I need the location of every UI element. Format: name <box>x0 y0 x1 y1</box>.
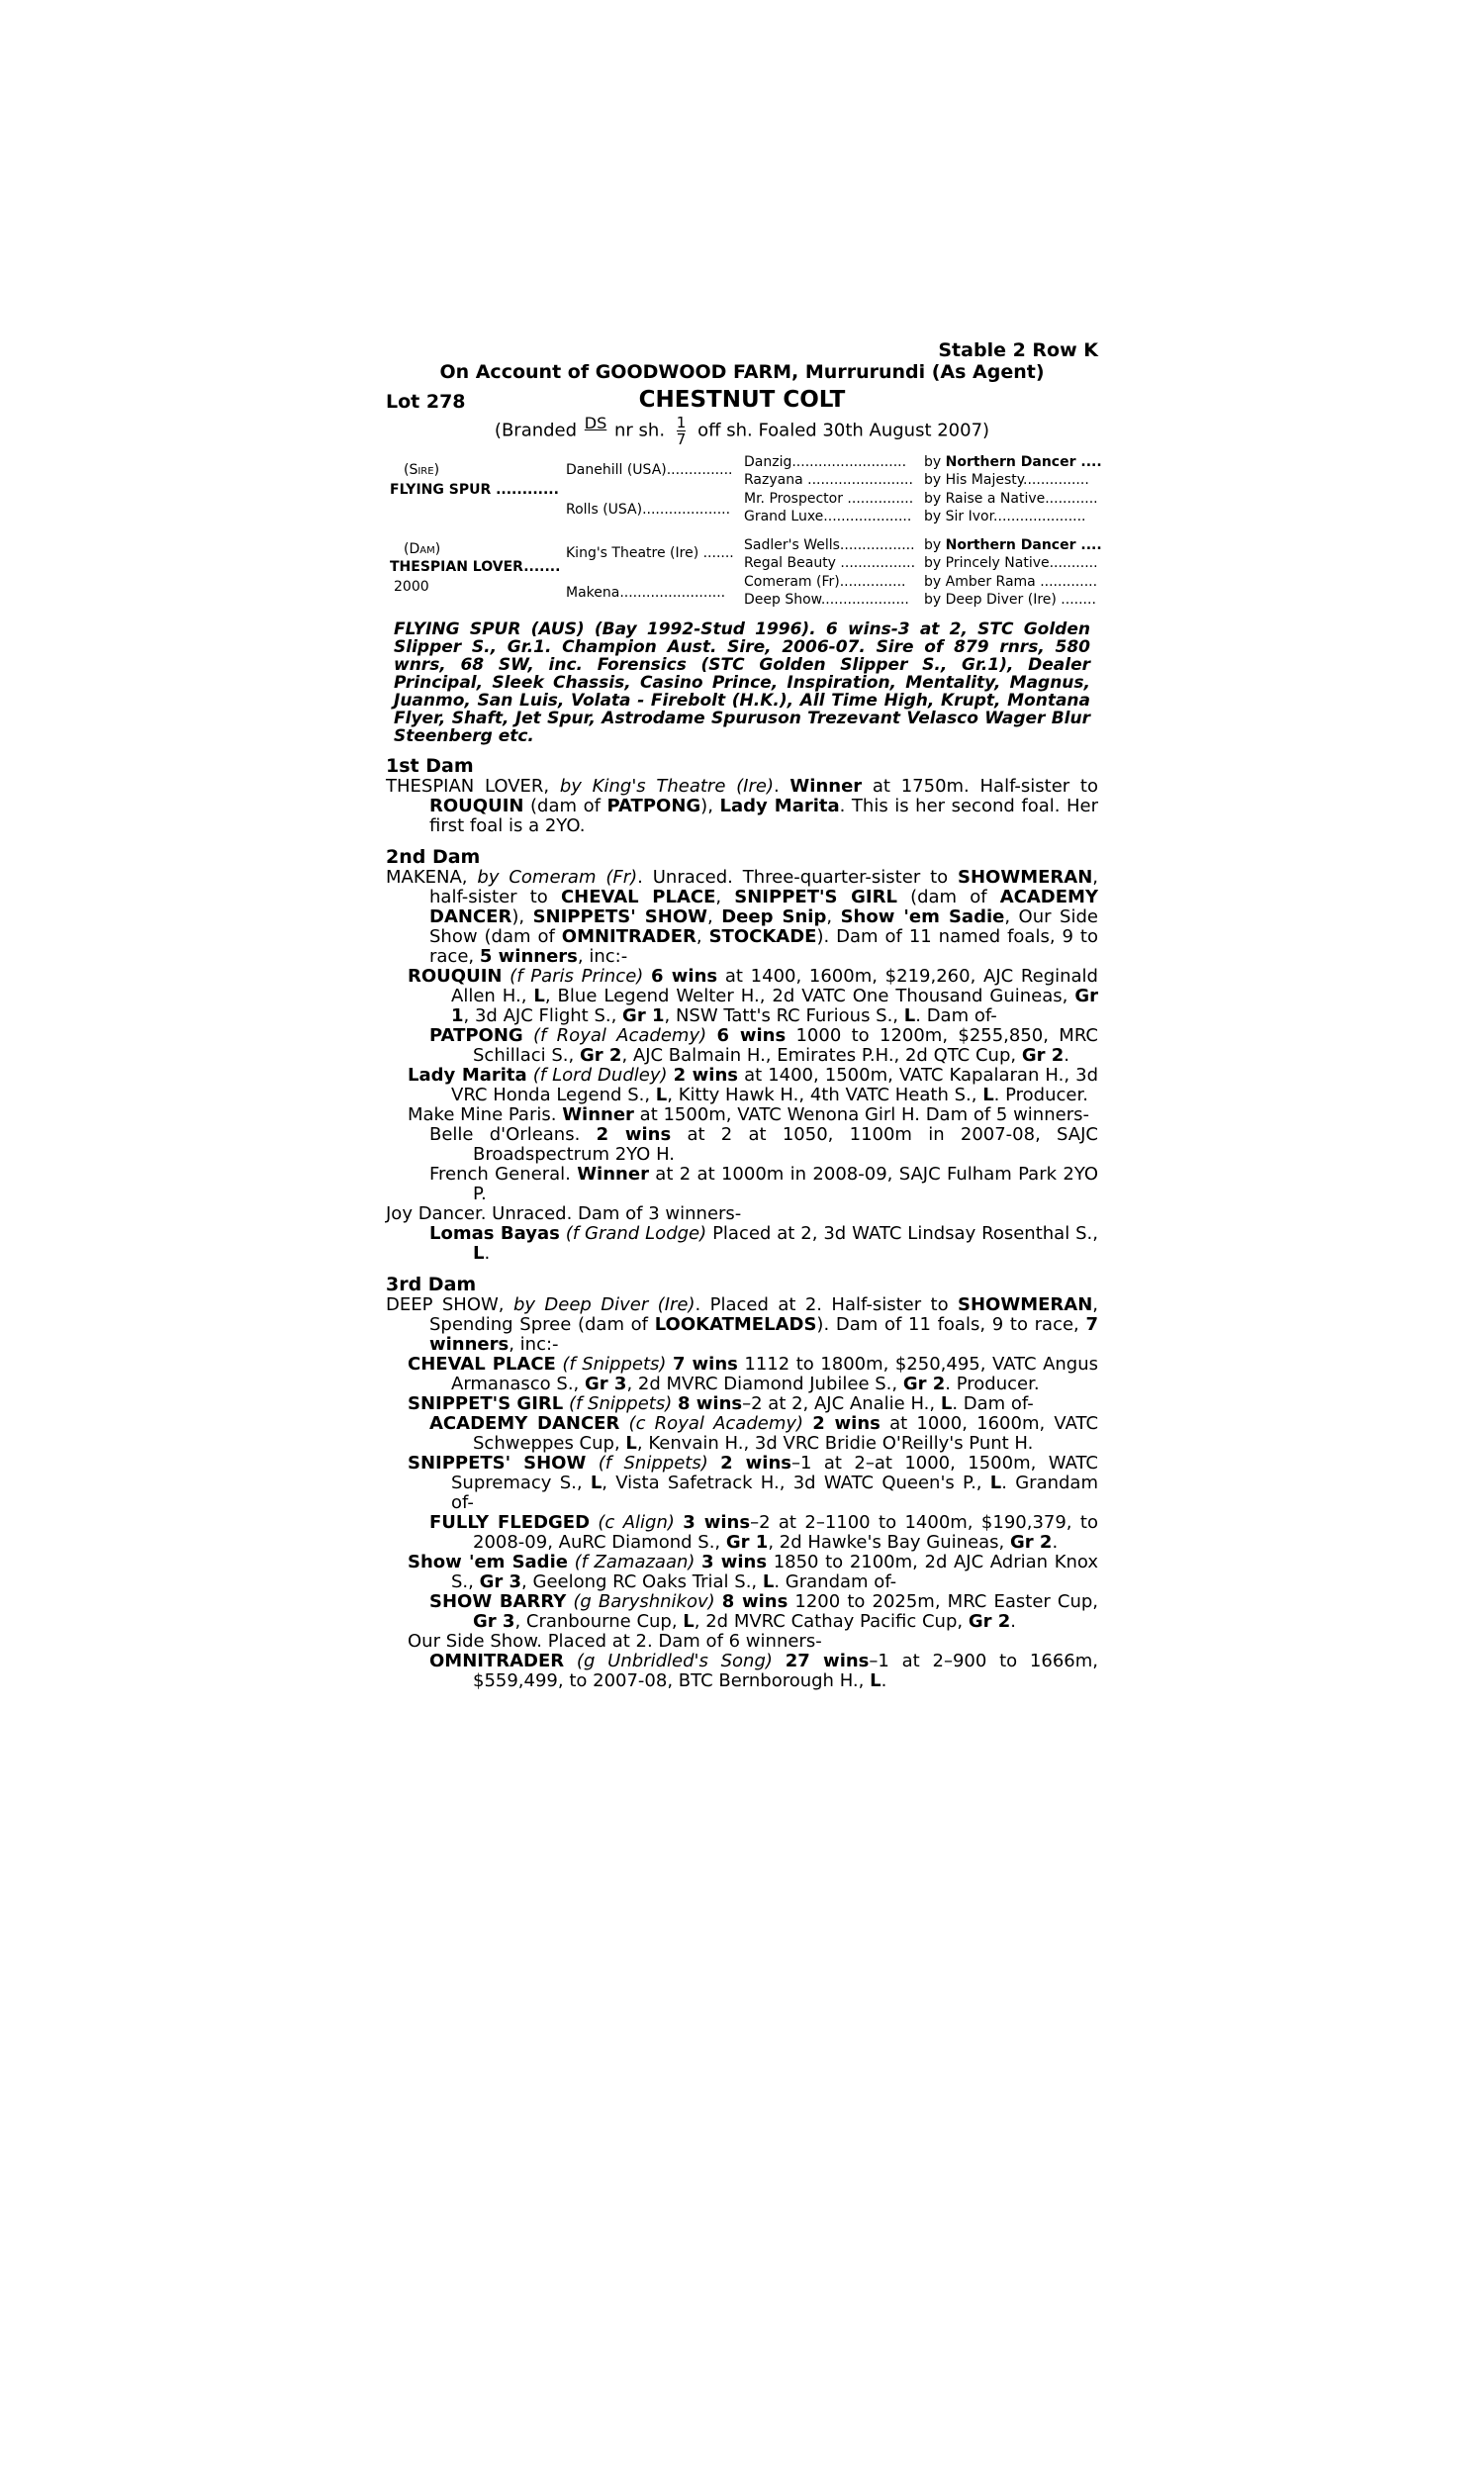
text-run: 1000 to 1200m, $255,850, MRC Schillaci S., <box>473 1025 1098 1066</box>
pedigree-entry <box>386 967 1098 1026</box>
text-run: STOCKADE <box>708 926 817 947</box>
pedigree-g4: by Deep Diver (Ire) ........ <box>924 592 1096 608</box>
text-run: by King's Theatre (Ire) <box>559 776 774 797</box>
text-run: 2 wins <box>596 1124 672 1145</box>
dam-label: (Dam) <box>404 541 441 557</box>
text-run: , Our Side Show (dam of <box>429 906 1098 947</box>
text-run: . Dam of- <box>915 1005 997 1026</box>
text-run: L <box>533 986 545 1006</box>
text-run: L <box>982 1085 994 1105</box>
text-run: Deep Snip <box>721 906 827 927</box>
text-run: by Deep Diver (Ire) <box>512 1294 696 1315</box>
text-run: ). Dam of 11 named foals, 9 to race, <box>429 926 1098 967</box>
text-run: , half-sister to <box>429 867 1098 907</box>
text-run: ROUQUIN <box>429 796 524 816</box>
third-dam-entries <box>386 1355 1098 1691</box>
brand-fraction-bottom: 7 <box>676 430 687 448</box>
text-run: (c Royal Academy) <box>619 1413 813 1434</box>
text-run: , 2d MVRC Cathay Pacific Cup, <box>694 1611 969 1632</box>
text-run: . Unraced. Three-quarter-sister to <box>637 867 959 888</box>
stable-location: Stable 2 Row K <box>938 339 1098 361</box>
pedigree-g3: Danzig.......................... <box>744 454 907 470</box>
text-run: (f Lord Dudley) <box>526 1065 674 1086</box>
text-run: (f Grand Lodge) <box>559 1223 713 1244</box>
text-run: . <box>773 776 790 797</box>
text-run: L <box>473 1243 485 1264</box>
text-run: THESPIAN LOVER, <box>386 776 560 797</box>
text-run: ). Dam of 11 foals, 9 to race, <box>816 1314 1086 1335</box>
text-run: –1 at 2–at 1000, 1500m, WATC Supremacy S., <box>451 1453 1098 1493</box>
text-run: SNIPPET'S GIRL <box>734 887 897 907</box>
text-run: MAKENA, <box>386 867 478 888</box>
text-run: ), <box>700 796 720 816</box>
pedigree-g3: Comeram (Fr)............... <box>744 574 906 590</box>
text-run: ACADEMY DANCER <box>429 887 1098 927</box>
pedigree-entry <box>386 1125 1098 1165</box>
second-dam-intro <box>386 868 1098 967</box>
text-run: 7 winners <box>429 1314 1098 1355</box>
text-run: (f Snippets) <box>563 1393 678 1414</box>
text-run: . Grandam of- <box>774 1571 897 1592</box>
text-run: Make Mine Paris. <box>408 1104 563 1125</box>
text-run: , Geelong RC Oaks Trial S., <box>521 1571 763 1592</box>
text-run: , Kitty Hawk H., 4th VATC Heath S., <box>667 1085 983 1105</box>
text-run: Lomas Bayas <box>429 1223 560 1244</box>
text-run: L <box>590 1473 603 1493</box>
second-dam-heading: 2nd Dam <box>386 846 481 868</box>
pedigree-g2: Makena........................ <box>566 585 726 601</box>
text-run: Gr 3 <box>479 1571 522 1592</box>
text-run: L <box>903 1005 916 1026</box>
text-run: L <box>683 1611 695 1632</box>
text-run: L <box>870 1670 881 1691</box>
text-run: (c Align) <box>590 1512 684 1533</box>
text-run: ), <box>511 906 533 927</box>
text-run: ROUQUIN <box>408 966 503 987</box>
pedigree-entry <box>386 1355 1098 1394</box>
text-run: at 1000, 1600m, VATC Schweppes Cup, <box>473 1413 1099 1454</box>
pedigree-entry <box>386 1652 1098 1691</box>
text-run: SHOWMERAN <box>958 1294 1093 1315</box>
text-run: 1850 to 2100m, 2d AJC Adrian Knox S., <box>451 1552 1099 1592</box>
text-run: OMNITRADER <box>429 1651 565 1671</box>
text-run: 6 wins <box>651 966 718 987</box>
text-run: Gr 2 <box>579 1045 622 1066</box>
pedigree-g4: by Amber Rama ............. <box>924 574 1098 590</box>
text-run: –2 at 2–1100 to 1400m, $190,379, to 2008-09, AuRC Diamond S., <box>473 1512 1098 1553</box>
text-run: at 2 at 1000m in 2008-09, SAJC Fulham Park 2YO P. <box>473 1164 1099 1204</box>
text-run: , <box>706 906 722 927</box>
brand-fraction-top: 1 <box>676 414 687 431</box>
text-run: , 2d MVRC Diamond Jubilee S., <box>626 1374 903 1394</box>
text-run: 8 wins <box>677 1393 743 1414</box>
text-run: , inc:- <box>509 1334 559 1355</box>
pedigree-g2: Rolls (USA).................... <box>566 502 731 518</box>
text-run: (dam of <box>896 887 1000 907</box>
text-run: Gr 1 <box>451 986 1098 1026</box>
text-run: at 1400, 1600m, $219,260, AJC Reginald Allen H., <box>451 966 1098 1006</box>
brand-suffix: off sh. Foaled 30th August 2007) <box>697 420 990 441</box>
text-run: L <box>940 1393 953 1414</box>
pedigree-g4-by: by <box>924 537 942 553</box>
text-run: SHOW BARRY <box>429 1591 567 1612</box>
text-run: 3 wins <box>701 1552 768 1572</box>
text-run: . Placed at 2. Half-sister to <box>695 1294 959 1315</box>
text-run: (g Unbridled's Song) <box>564 1651 786 1671</box>
pedigree-g4: by His Majesty............... <box>924 472 1089 488</box>
pedigree-entry <box>386 1632 1098 1652</box>
text-run: 6 wins <box>716 1025 787 1046</box>
text-run: . Producer. <box>993 1085 1088 1105</box>
text-run: L <box>625 1433 637 1454</box>
text-run: 3 wins <box>683 1512 751 1533</box>
third-dam-heading: 3rd Dam <box>386 1274 477 1295</box>
text-run: Lady Marita <box>719 796 840 816</box>
text-run: Winner <box>789 776 863 797</box>
pedigree-g4: by Princely Native........... <box>924 555 1098 571</box>
text-run: (f Snippets) <box>586 1453 721 1474</box>
text-run: by Comeram (Fr) <box>477 867 638 888</box>
catalogue-page <box>386 339 1102 1691</box>
text-run: Show 'em Sadie <box>840 906 1005 927</box>
third-dam-intro <box>386 1295 1098 1355</box>
text-run: 27 wins <box>785 1651 870 1671</box>
text-run: 2 wins <box>720 1453 791 1474</box>
text-run: SHOWMERAN <box>958 867 1093 888</box>
text-run: PATPONG <box>429 1025 523 1046</box>
text-run: Gr 2 <box>1021 1045 1065 1066</box>
text-run: at 1750m. Half-sister to <box>862 776 1098 797</box>
text-run: , <box>696 926 709 947</box>
pedigree-g3: Deep Show.................... <box>744 592 909 608</box>
second-dam-entries <box>386 967 1098 1264</box>
text-run: . Grandam of- <box>451 1473 1098 1513</box>
pedigree-g4 <box>924 454 1102 470</box>
text-run: Placed at 2, 3d WATC Lindsay Rosenthal S., <box>712 1223 1099 1244</box>
text-run: ACADEMY DANCER <box>429 1413 620 1434</box>
text-run: Lady Marita <box>408 1065 527 1086</box>
text-run: . Producer. <box>945 1374 1040 1394</box>
text-run: L <box>762 1571 775 1592</box>
pedigree-entry <box>386 1165 1098 1204</box>
text-run: (f Paris Prince) <box>502 966 652 987</box>
pedigree-entry <box>386 1513 1098 1553</box>
text-run: SNIPPETS' SHOW <box>532 906 707 927</box>
text-run: (dam of <box>523 796 607 816</box>
brand-prefix: (Branded <box>494 420 578 441</box>
pedigree-g3: Razyana ........................ <box>744 472 913 488</box>
text-run: , Blue Legend Welter H., 2d VATC One Thousand Guineas, <box>544 986 1075 1006</box>
text-run: Winner <box>562 1104 634 1125</box>
pedigree-g4: by Raise a Native............ <box>924 491 1098 507</box>
text-run: at 1500m, VATC Wenona Girl H. Dam of 5 winners- <box>633 1104 1089 1125</box>
text-run: SNIPPETS' SHOW <box>408 1453 587 1474</box>
text-run: , AJC Balmain H., Emirates P.H., 2d QTC Cup, <box>621 1045 1022 1066</box>
pedigree-entry <box>386 1394 1098 1414</box>
pedigree-entry <box>386 1414 1098 1454</box>
pedigree-g2: King's Theatre (Ire) ....... <box>566 545 734 561</box>
pedigree-table <box>386 454 1102 617</box>
text-run: 5 winners <box>479 946 578 967</box>
text-run: Gr 3 <box>585 1374 627 1394</box>
text-run: Gr 3 <box>473 1611 515 1632</box>
text-run: , NSW Tatt's RC Furious S., <box>664 1005 904 1026</box>
brand-line <box>386 415 1098 450</box>
text-run: 2 wins <box>812 1413 881 1434</box>
pedigree-entry <box>386 1066 1098 1105</box>
text-run: 1200 to 2025m, MRC Easter Cup, <box>788 1591 1099 1612</box>
text-run: (f Snippets) <box>555 1354 673 1375</box>
text-run: (g Baryshnikov) <box>566 1591 722 1612</box>
text-run: DEEP SHOW, <box>386 1294 513 1315</box>
text-run: , Vista Safetrack H., 3d WATC Queen's P., <box>602 1473 990 1493</box>
text-run: , <box>715 887 735 907</box>
text-run: , 2d Hawke's Bay Guineas, <box>768 1532 1010 1553</box>
pedigree-g3: Mr. Prospector ............... <box>744 491 914 507</box>
text-run: 8 wins <box>721 1591 788 1612</box>
text-run: Gr 2 <box>902 1374 946 1394</box>
text-run: LOOKATMELADS <box>654 1314 817 1335</box>
text-run: CHEVAL PLACE <box>560 887 716 907</box>
text-run: –2 at 2, AJC Analie H., <box>742 1393 941 1414</box>
pedigree-entry <box>386 1026 1098 1066</box>
pedigree-g2: Danehill (USA)............... <box>566 462 733 478</box>
text-run: Gr 2 <box>1010 1532 1053 1553</box>
pedigree-entry <box>386 1105 1098 1125</box>
pedigree-entry <box>386 1553 1098 1592</box>
brand-mid: nr sh. <box>614 420 666 441</box>
sire-summary: FLYING SPUR (AUS) (Bay 1992-Stud 1996). 6 wins-3 at 2, STC Golden Slipper S., Gr.1. Champion Aust. Sire, 2006-07. Sire of 879 rnrs, 580 wnrs, 68 SW, inc. Forensics (STC Golden Slipper S., Gr.1), Dealer Principal, Sleek Chassis, Casino Prince, Inspiration, Mentality, Magnus, Juanmo, San Luis, Volata - Firebolt (H.K.), All Time High, Krupt, Montana Flyer, Shaft, Jet Spur, Astrodame Spuruson Trezevant Velasco Wager Blur Steenberg etc. <box>394 619 1090 746</box>
text-run: OMNITRADER <box>561 926 696 947</box>
text-run: . <box>1064 1045 1070 1066</box>
first-dam-text <box>386 777 1098 836</box>
text-run: Gr 2 <box>968 1611 1011 1632</box>
text-run: . This is her second foal. Her first foal is a 2YO. <box>429 796 1099 836</box>
text-run: Our Side Show. Placed at 2. Dam of 6 winners- <box>408 1631 822 1652</box>
text-run: . <box>484 1243 491 1264</box>
lot-title: CHESTNUT COLT <box>638 387 846 413</box>
text-run: Winner <box>577 1164 649 1185</box>
text-run: at 1400, 1500m, VATC Kapalaran H., 3d VRC Honda Legend S., <box>451 1065 1099 1105</box>
pedigree-entry <box>386 1204 1098 1224</box>
pedigree-g4-by: by <box>924 454 942 470</box>
text-run: . Dam of- <box>952 1393 1034 1414</box>
pedigree-g3: Sadler's Wells................. <box>744 537 915 553</box>
text-run: , Kenvain H., 3d VRC Bridie O'Reilly's Punt H. <box>636 1433 1034 1454</box>
text-run: 7 wins <box>672 1354 738 1375</box>
brand-mark: DS <box>584 413 607 432</box>
sire-label: (Sire) <box>404 462 440 478</box>
pedigree-g4-bold: Northern Dancer .... <box>945 454 1102 470</box>
pedigree-entry <box>386 1592 1098 1632</box>
dam-year: 2000 <box>394 579 429 595</box>
text-run: Gr 1 <box>725 1532 769 1553</box>
text-run: , 3d AJC Flight S., <box>463 1005 623 1026</box>
vendor-account: On Account of GOODWOOD FARM, Murrurundi (As Agent) <box>439 361 1045 383</box>
text-run: FULLY FLEDGED <box>429 1512 591 1533</box>
text-run: Show 'em Sadie <box>408 1552 568 1572</box>
dam-name: THESPIAN LOVER....... <box>390 559 561 575</box>
text-run: Joy Dancer. Unraced. Dam of 3 winners- <box>386 1203 742 1224</box>
text-run: , inc:- <box>577 946 628 967</box>
text-run: , Cranbourne Cup, <box>514 1611 684 1632</box>
pedigree-g4-bold: Northern Dancer .... <box>945 537 1102 553</box>
text-run: Belle d'Orleans. <box>429 1124 597 1145</box>
text-run: –1 at 2–900 to 1666m, $559,499, to 2007-08, BTC Bernborough H., <box>473 1651 1098 1691</box>
text-run: at 2 at 1050, 1100m in 2007-08, SAJC Broadspectrum 2YO H. <box>473 1124 1098 1165</box>
text-run: L <box>655 1085 668 1105</box>
text-run: , Spending Spree (dam of <box>429 1294 1098 1335</box>
brand-fraction <box>677 415 687 447</box>
text-run: 2 wins <box>673 1065 739 1086</box>
pedigree-entry <box>386 1224 1098 1264</box>
first-dam-heading: 1st Dam <box>386 755 474 777</box>
text-run: SNIPPET'S GIRL <box>408 1393 564 1414</box>
pedigree-g3: Regal Beauty ................. <box>744 555 916 571</box>
text-run: . <box>1010 1611 1016 1632</box>
text-run: PATPONG <box>606 796 701 816</box>
text-run: . <box>1052 1532 1059 1553</box>
pedigree-entry <box>386 1454 1098 1513</box>
lot-number: Lot 278 <box>386 391 466 413</box>
sire-name: FLYING SPUR ............ <box>390 482 559 498</box>
text-run: French General. <box>429 1164 578 1185</box>
text-run: CHEVAL PLACE <box>408 1354 556 1375</box>
text-run: Gr 1 <box>622 1005 665 1026</box>
pedigree-g3: Grand Luxe.................... <box>744 509 912 524</box>
text-run: . <box>881 1670 887 1691</box>
text-run: (f Zamazaan) <box>567 1552 702 1572</box>
text-run: L <box>989 1473 1002 1493</box>
text-run: 1112 to 1800m, $250,495, VATC Angus Armanasco S., <box>451 1354 1099 1394</box>
lot-line <box>386 387 1098 415</box>
text-run: (f Royal Academy) <box>522 1025 717 1046</box>
pedigree-g4 <box>924 537 1102 553</box>
text-run: , <box>826 906 841 927</box>
pedigree-g4: by Sir Ivor..................... <box>924 509 1086 524</box>
